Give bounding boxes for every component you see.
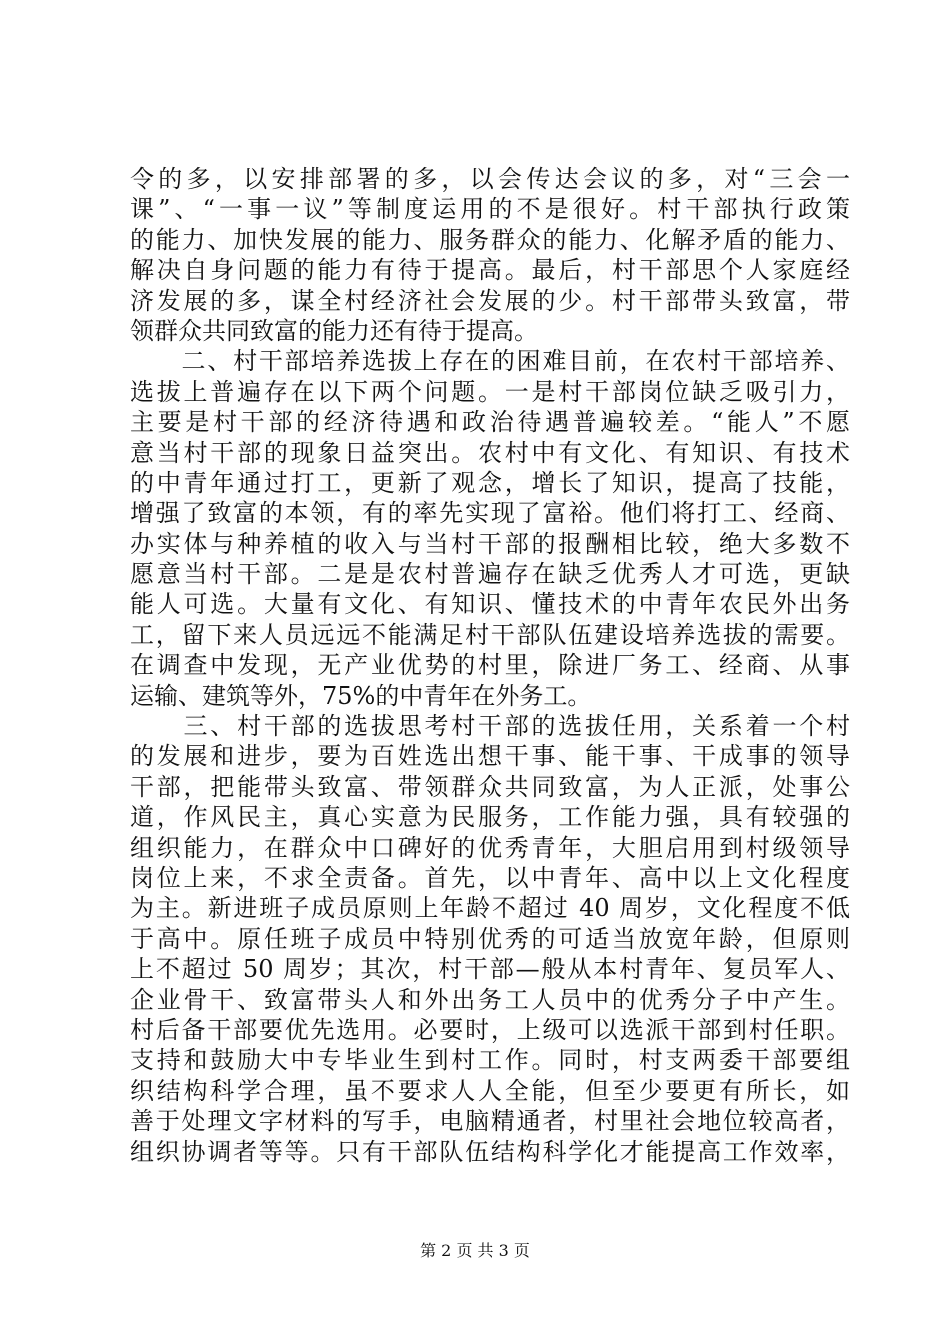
text-line: 意当村干部的现象日益突出。农村中有文化、有知识、有技术: [130, 438, 850, 467]
text-line: 村后备干部要优先选用。必要时，上级可以选派干部到村任职。: [130, 1015, 850, 1044]
text-line: 三、村干部的选拔思考村干部的选拔任用，关系着一个村: [130, 712, 850, 741]
text-line: 组织协调者等等。只有干部队伍结构科学化才能提高工作效率，: [130, 1137, 850, 1166]
text-line: 工，留下来人员远远不能满足村干部队伍建设培养选拔的需要。: [130, 620, 850, 649]
text-line: 增强了致富的本领，有的率先实现了富裕。他们将打工、经商、: [130, 499, 850, 528]
text-line: 组织能力，在群众中口碑好的优秀青年，大胆启用到村级领导: [130, 833, 850, 862]
text-line: 课”、“一事一议”等制度运用的不是很好。村干部执行政策: [130, 195, 850, 224]
text-line: 选拔上普遍存在以下两个问题。一是村干部岗位缺乏吸引力，: [130, 377, 850, 406]
text-line: 办实体与种养植的收入与当村干部的报酬相比较，绝大多数不: [130, 529, 850, 558]
text-line: 善于处理文字材料的写手，电脑精通者，村里社会地位较高者，: [130, 1107, 850, 1136]
text-line: 织结构科学合理，虽不要求人人全能，但至少要更有所长，如: [130, 1076, 850, 1105]
text-line: 主要是村干部的经济待遇和政治待遇普遍较差。“能人”不愿: [130, 408, 850, 437]
text-line: 干部，把能带头致富、带领群众共同致富，为人正派，处事公: [130, 772, 850, 801]
text-line: 能人可选。大量有文化、有知识、懂技术的中青年农民外出务: [130, 590, 850, 619]
text-line: 为主。新进班子成员原则上年龄不超过 40 周岁，文化程度不低: [130, 894, 850, 923]
text-line: 支持和鼓励大中专毕业生到村工作。同时，村支两委干部要组: [130, 1046, 850, 1075]
text-line: 的中青年通过打工，更新了观念，增长了知识，提高了技能，: [130, 468, 850, 497]
text-line: 的发展和进步，要为百姓选出想干事、能干事、干成事的领导: [130, 742, 850, 771]
text-line: 济发展的多，谋全村经济社会发展的少。村干部带头致富，带: [130, 286, 850, 315]
text-line: 岗位上来，不求全责备。首先，以中青年、高中以上文化程度: [130, 863, 850, 892]
body-text: [130, 164, 850, 1167]
text-line: 在调查中发现，无产业优势的村里，除进厂务工、经商、从事: [130, 651, 850, 680]
text-line: 运输、建筑等外，75%的中青年在外务工。: [130, 681, 592, 710]
text-line: 于高中。原任班子成员中特别优秀的可适当放宽年龄，但原则: [130, 924, 850, 953]
text-line: 愿意当村干部。二是是农村普遍存在缺乏优秀人才可选，更缺: [130, 560, 850, 589]
text-line: 上不超过 50 周岁；其次，村干部—般从本村青年、复员军人、: [130, 955, 850, 984]
text-line: 的能力、加快发展的能力、服务群众的能力、化解矛盾的能力、: [130, 225, 850, 254]
text-line: 令的多，以安排部署的多，以会传达会议的多，对“三会一: [130, 165, 850, 193]
text-line: 道，作风民主，真心实意为民服务，工作能力强，具有较强的: [130, 803, 850, 832]
text-line: 领群众共同致富的能力还有待于提高。: [130, 316, 538, 345]
text-line: 企业骨干、致富带头人和外出务工人员中的优秀分子中产生。: [130, 985, 850, 1014]
text-line: 解决自身问题的能力有待于提高。最后，村干部思个人家庭经: [130, 256, 850, 285]
text-line: 二、村干部培养选拔上存在的困难目前，在农村干部培养、: [130, 347, 850, 376]
page-number-footer: 第 2 页 共 3 页: [420, 1241, 530, 1260]
